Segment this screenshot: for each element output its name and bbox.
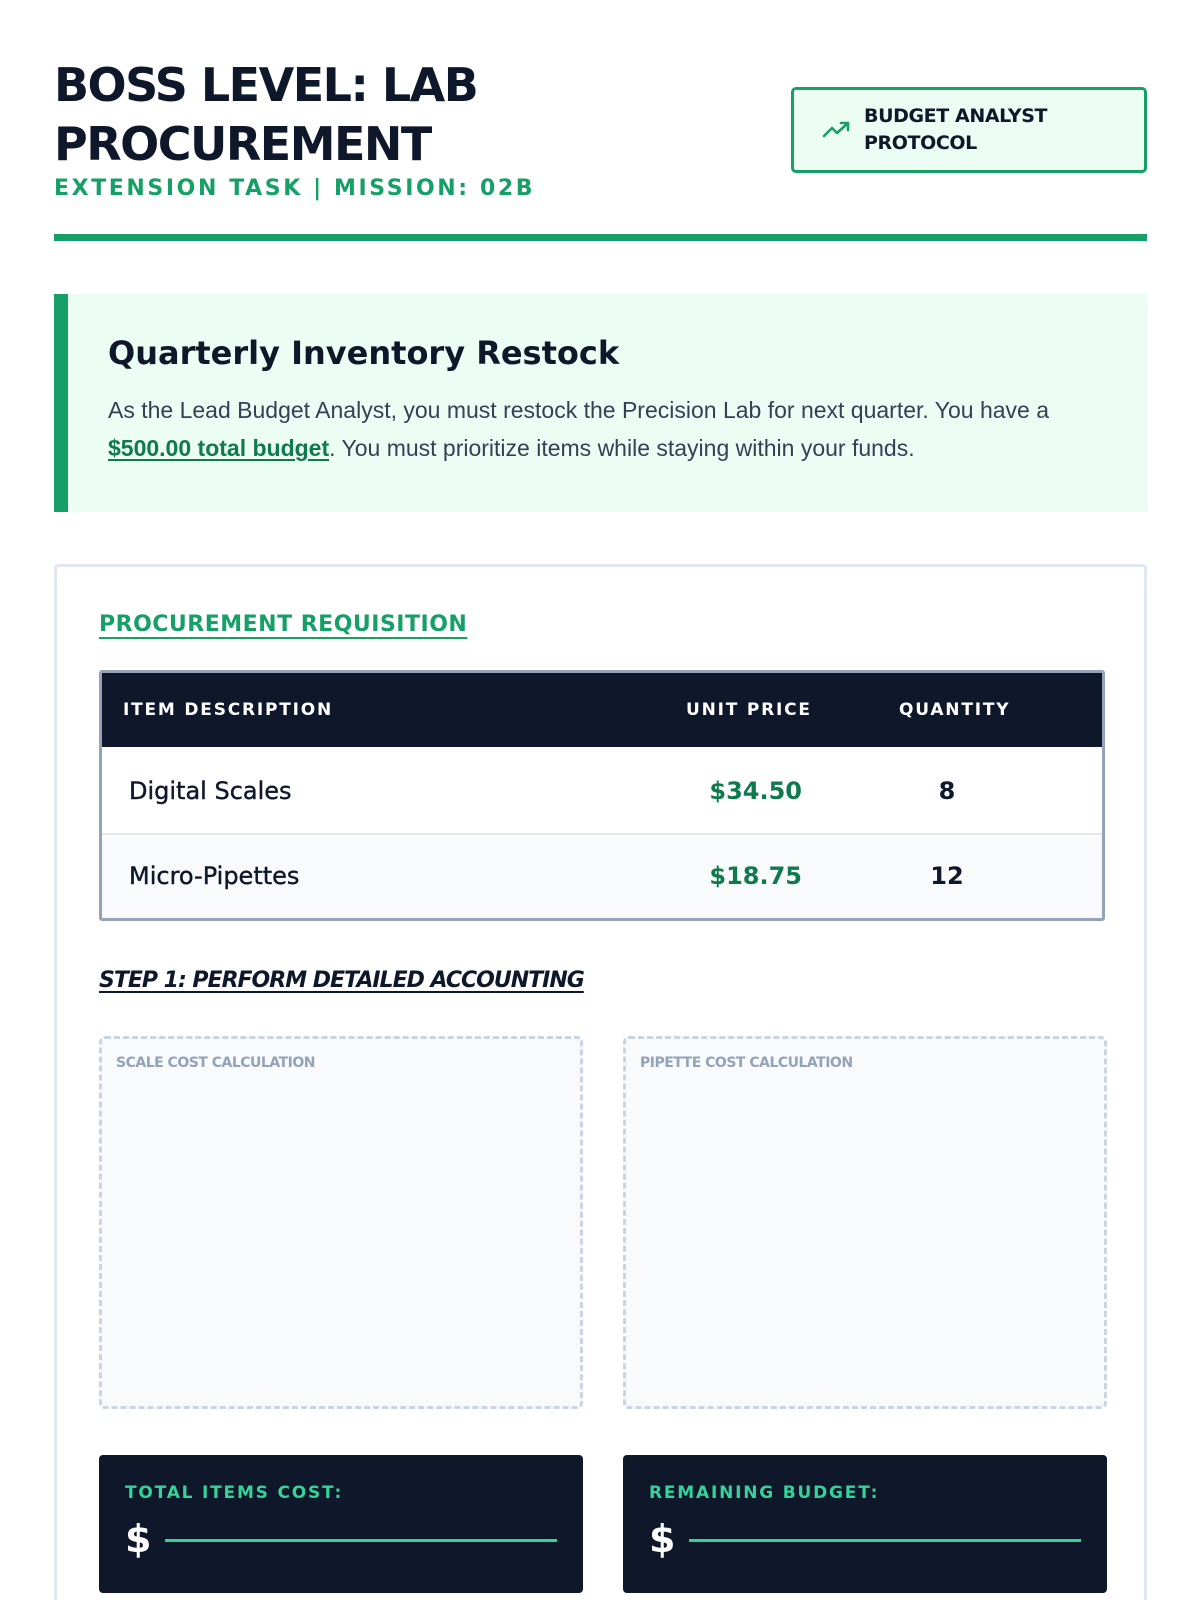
total-items-cost-box [99, 1455, 583, 1593]
dollar-sign: $ [649, 1517, 676, 1561]
pipette-cost-label: PIPETTE COST CALCULATION [640, 1055, 853, 1071]
item-quantity: 12 [930, 862, 964, 890]
remaining-budget-box [623, 1455, 1107, 1593]
mission-brief [54, 294, 1147, 512]
remaining-budget-label: REMAINING BUDGET: [649, 1483, 880, 1503]
mission-subtitle: EXTENSION TASK | MISSION: 02B [54, 176, 536, 201]
unit-price: $34.50 [709, 777, 802, 805]
item-description: Digital Scales [129, 777, 292, 805]
column-header-quantity: QUANTITY [899, 700, 1011, 720]
brief-text-start: As the Lead Budget Analyst, you must restock the Precision Lab for next quarter. You have a [108, 397, 1050, 423]
requisition-title: PROCUREMENT REQUISITION [99, 612, 468, 637]
page-title: BOSS LEVEL: LAB PROCUREMENT [54, 58, 478, 171]
header-divider [54, 234, 1147, 241]
total-items-cost-label: TOTAL ITEMS COST: [125, 1483, 344, 1503]
table-row [102, 835, 1102, 918]
requisition-table [99, 670, 1105, 921]
requisition-card [54, 564, 1147, 1600]
step-1-title: STEP 1: PERFORM DETAILED ACCOUNTING [99, 968, 584, 993]
item-quantity: 8 [938, 777, 956, 805]
column-header-item: ITEM DESCRIPTION [123, 700, 334, 720]
trending-up-icon [822, 118, 852, 142]
brief-text [108, 391, 1118, 467]
dollar-sign: $ [125, 1517, 152, 1561]
pipette-cost-work-area[interactable] [623, 1036, 1107, 1409]
header [54, 56, 1147, 242]
brief-text-end: . You must prioritize items while staying within your funds. [329, 435, 915, 461]
scale-cost-work-area[interactable] [99, 1036, 583, 1409]
total-items-cost-answer-line[interactable] [165, 1539, 557, 1542]
table-header [102, 673, 1102, 747]
protocol-badge [791, 87, 1147, 173]
unit-price: $18.75 [709, 862, 802, 890]
column-header-price: UNIT PRICE [686, 700, 812, 720]
budget-highlight: $500.00 total budget [108, 435, 330, 461]
protocol-label: BUDGET ANALYST PROTOCOL [864, 105, 1048, 154]
item-description: Micro-Pipettes [129, 862, 300, 890]
brief-title: Quarterly Inventory Restock [108, 334, 620, 372]
table-row [102, 747, 1102, 835]
remaining-budget-answer-line[interactable] [689, 1539, 1081, 1542]
scale-cost-label: SCALE COST CALCULATION [116, 1055, 315, 1071]
